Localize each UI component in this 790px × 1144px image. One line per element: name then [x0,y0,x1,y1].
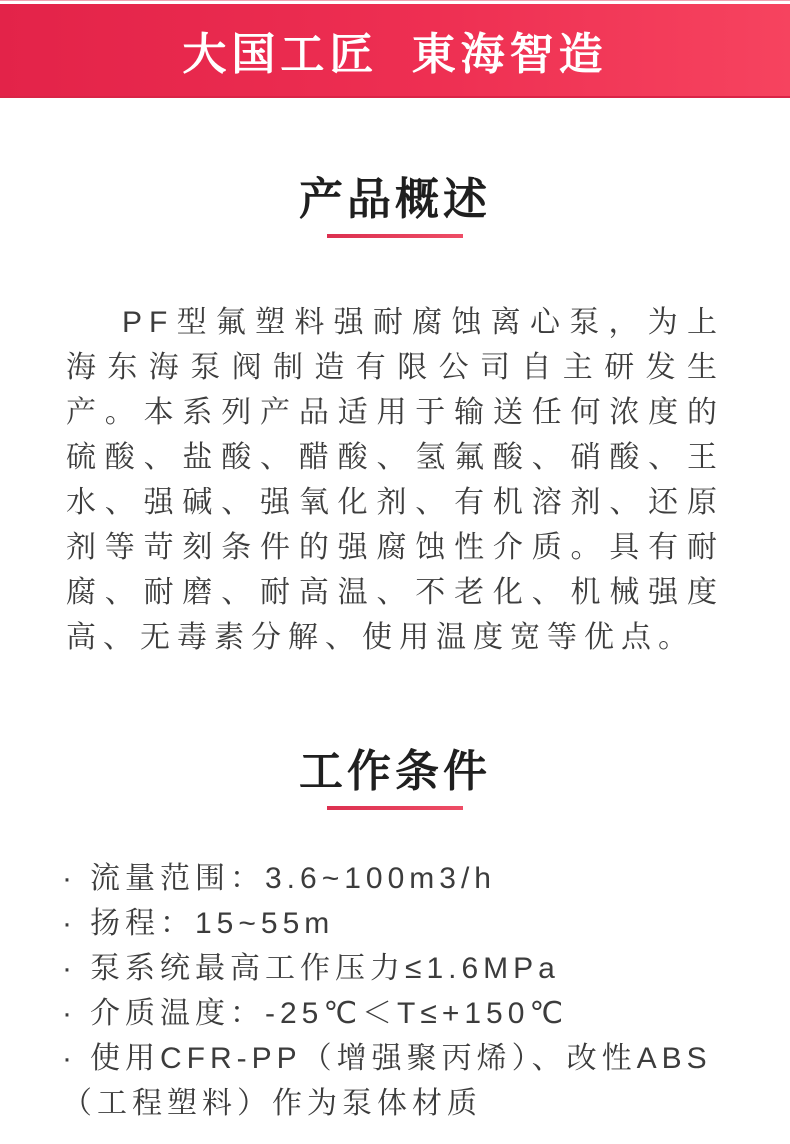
list-item [62,1036,732,1126]
list-item [62,856,732,901]
working-conditions-heading: 工作条件 [299,747,491,796]
bullet-dot: · [62,907,77,940]
list-item-text: 流量范围：3.6~100m3/h [90,862,496,895]
brand-banner-title: 大国工匠 東海智造 [182,30,608,79]
overview-heading-underline [327,234,463,238]
bullet-dot: · [62,952,77,985]
top-hairline-divider [0,0,790,1]
working-conditions-heading-underline [327,806,463,810]
bullet-dot: · [62,997,77,1030]
overview-heading: 产品概述 [299,175,491,224]
working-conditions-list [62,856,732,1126]
list-item-text: 介质温度：-25℃＜T≤+150℃ [90,997,569,1030]
list-item [62,901,732,946]
brand-banner [0,4,790,98]
overview-paragraph: PF型氟塑料强耐腐蚀离心泵，为上海东海泵阀制造有限公司自主研发生产。本系列产品适用于输送任何浓度的硫酸、盐酸、醋酸、氢氟酸、硝酸、王水、强碱、强氧化剂、有机溶剂、还原剂等苛刻条件的强腐蚀性介质。具有耐腐、耐磨、耐高温、不老化、机械强度高、无毒素分解、使用温度宽等优点。 [66,306,724,654]
bullet-dot: · [62,1042,77,1075]
list-item [62,946,732,991]
list-item [62,991,732,1036]
list-item-text: 扬程：15~55m [90,907,335,940]
list-item-text: 泵系统最高工作压力≤1.6MPa [90,952,560,985]
list-item-text: 使用CFR-PP（增强聚丙烯）、改性ABS（工程塑料）作为泵体材质 [62,1042,712,1120]
bullet-dot: · [62,862,77,895]
